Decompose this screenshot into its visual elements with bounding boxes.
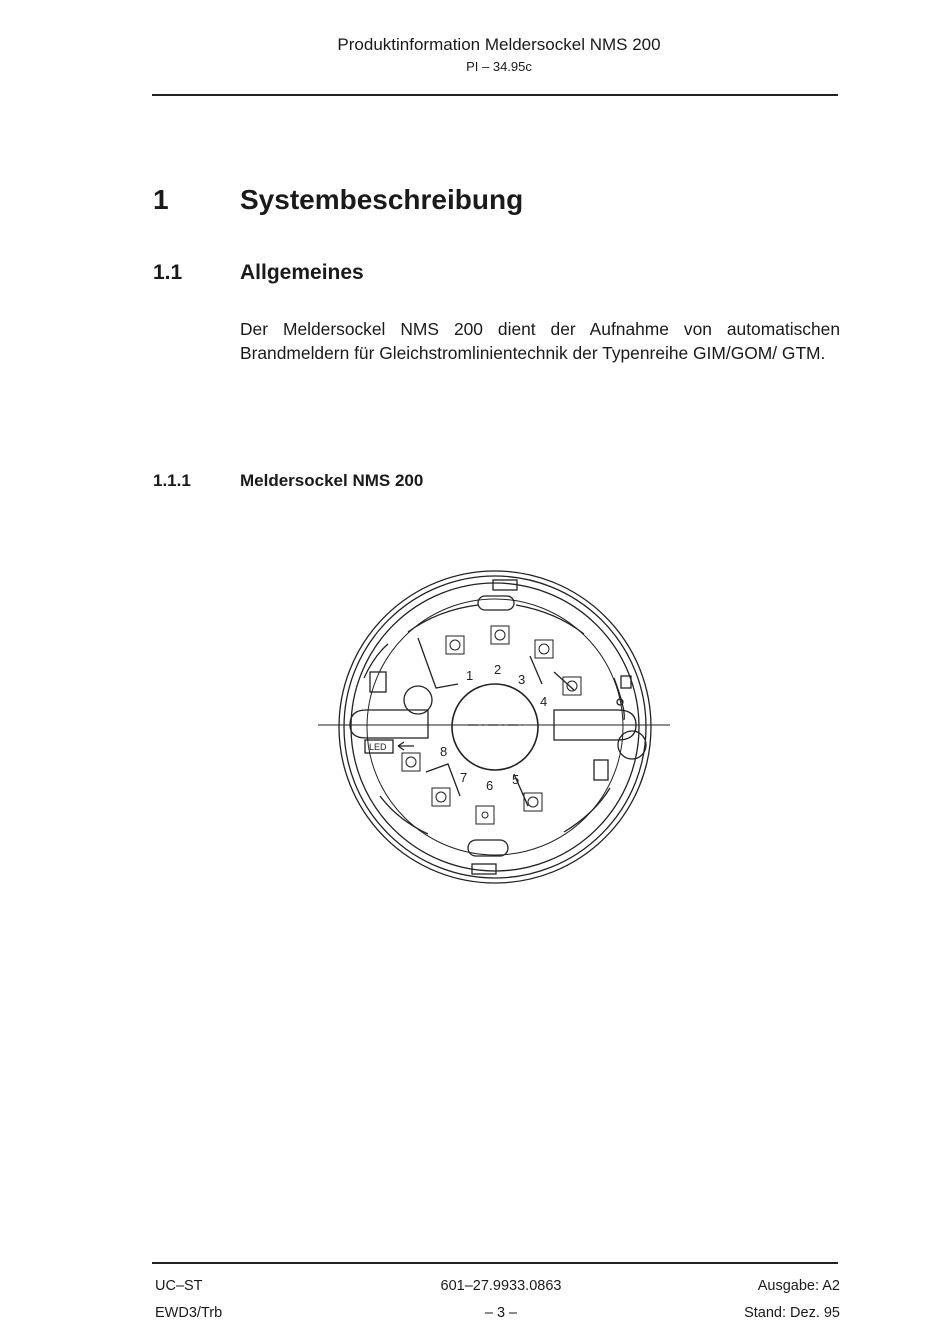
footer-date: Stand: Dez. 95 (744, 1305, 840, 1321)
terminal-6-label: 6 (486, 778, 494, 793)
detector-base-drawing (318, 560, 674, 890)
terminal-8-label: 8 (440, 744, 448, 759)
footer-author: EWD3/Trb (155, 1305, 223, 1321)
header-title: Produktinformation Meldersockel NMS 200 (337, 35, 661, 54)
header-document-code: PI – 34.95c (466, 59, 532, 74)
terminal-4-label: 4 (540, 694, 548, 709)
section-1-number: 1 (153, 184, 169, 215)
terminal-1-label: 1 (466, 668, 474, 683)
footer-edition: Ausgabe: A2 (757, 1278, 840, 1294)
section-1-1-1-number: 1.1.1 (153, 471, 191, 490)
footer-page-number: – 3 – (484, 1305, 518, 1321)
footer-department: UC–ST (155, 1278, 203, 1294)
section-1-1-number: 1.1 (153, 261, 183, 284)
footer-divider (152, 1262, 838, 1264)
header-divider (152, 94, 838, 96)
terminal-7-label: 7 (460, 770, 468, 785)
section-1-title: Systembeschreibung (240, 184, 524, 215)
led-label: LED (369, 742, 387, 752)
terminal-2-label: 2 (494, 662, 502, 677)
terminal-5-label: 5 (512, 772, 520, 787)
section-1-1-1-title: Meldersockel NMS 200 (240, 471, 424, 490)
footer-document-number: 601–27.9933.0863 (440, 1278, 562, 1294)
section-1-1-title: Allgemeines (240, 261, 364, 284)
section-1-1-body: Der Meldersockel NMS 200 dient der Aufnahme von automatischen Brandmeldern für Gleichstromlinientechnik der Typenreihe GIM/GOM/ GTM. (240, 319, 840, 363)
terminal-3-label: 3 (518, 672, 526, 687)
